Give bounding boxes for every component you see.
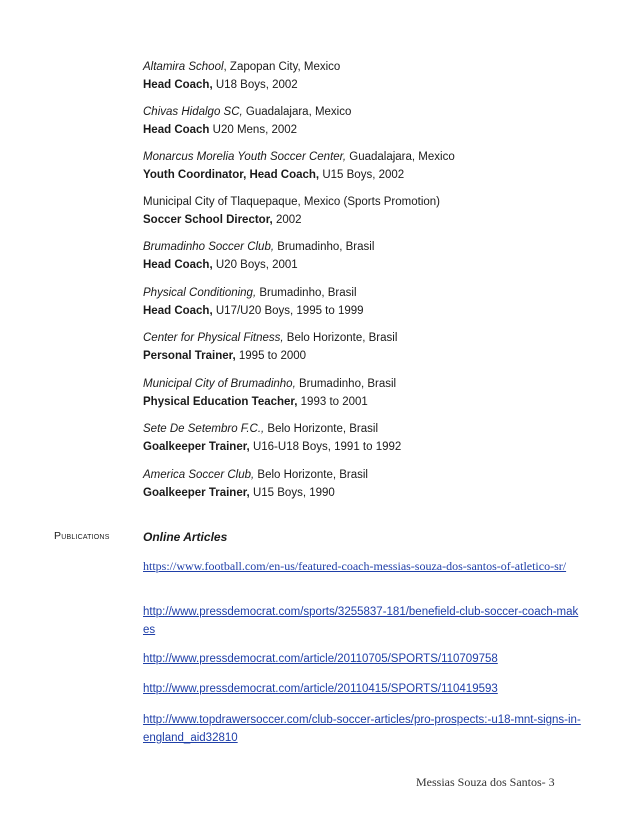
online-articles-title: Online Articles <box>143 530 228 544</box>
organization: Chivas Hidalgo SC, <box>143 106 243 118</box>
role-details: U20 Boys, 2001 <box>212 259 298 271</box>
role: Youth Coordinator, Head Coach, <box>143 169 320 181</box>
role: Goalkeeper Trainer, <box>143 487 250 499</box>
organization: Brumadinho Soccer Club, <box>143 241 275 253</box>
experience-entry <box>143 58 340 94</box>
organization: America Soccer Club, <box>143 469 255 481</box>
article-link[interactable]: http://www.pressdemocrat.com/article/20110415/SPORTS/110419593 <box>143 683 498 695</box>
organization: Altamira School <box>143 61 224 73</box>
role-details: 1993 to 2001 <box>297 396 368 408</box>
role-details: U20 Mens, 2002 <box>209 124 298 136</box>
location: Brumadinho, Brasil <box>256 287 357 299</box>
location: Brumadinho, Brasil <box>274 241 375 253</box>
experience-entry <box>143 284 364 320</box>
location: Municipal City of Tlaquepaque, Mexico (Sports Promotion) <box>143 196 441 208</box>
publications-label: Publications <box>54 530 110 542</box>
organization: Sete De Setembro F.C., <box>143 423 265 435</box>
role: Head Coach, <box>143 305 213 317</box>
role-details: 2002 <box>272 214 302 226</box>
experience-entry <box>143 375 396 411</box>
page-footer: Messias Souza dos Santos- 3 <box>416 775 555 789</box>
location: Belo Horizonte, Brasil <box>283 332 398 344</box>
article-link[interactable]: http://www.pressdemocrat.com/article/20110705/SPORTS/110709758 <box>143 653 498 665</box>
experience-entry <box>143 466 368 502</box>
location: Belo Horizonte, Brasil <box>264 423 379 435</box>
role: Head Coach <box>143 124 210 136</box>
role-details: U17/U20 Boys, 1995 to 1999 <box>212 305 364 317</box>
experience-entry <box>143 329 397 365</box>
experience-entry <box>143 148 455 184</box>
organization: Municipal City of Brumadinho, <box>143 378 296 390</box>
role-details: U18 Boys, 2002 <box>212 79 298 91</box>
role: Head Coach, <box>143 259 213 271</box>
role: Head Coach, <box>143 79 213 91</box>
experience-entry <box>143 420 401 456</box>
organization: Center for Physical Fitness, <box>143 332 284 344</box>
role-details: U16-U18 Boys, 1991 to 1992 <box>249 441 402 453</box>
location: Guadalajara, Mexico <box>346 151 455 163</box>
organization: Physical Conditioning, <box>143 287 257 299</box>
role-details: U15 Boys, 2002 <box>319 169 405 181</box>
experience-entry <box>143 103 351 139</box>
role: Goalkeeper Trainer, <box>143 441 250 453</box>
location: Brumadinho, Brasil <box>295 378 397 390</box>
role: Personal Trainer, <box>143 350 236 362</box>
role: Soccer School Director, <box>143 214 273 226</box>
role-details: 1995 to 2000 <box>235 350 307 362</box>
experience-entry <box>143 238 374 274</box>
location: Guadalajara, Mexico <box>242 106 352 118</box>
role: Physical Education Teacher, <box>143 396 298 408</box>
article-link[interactable]: https://www.football.com/en-us/featured-coach-messias-souza-dos-santos-of-atletico-sr/ <box>143 559 567 573</box>
article-link[interactable]: http://www.topdrawersoccer.com/club-soccer-articles/pro-prospects:-u18-mnt-signs-in-england_aid32810 <box>143 714 581 744</box>
role-details: U15 Boys, 1990 <box>249 487 335 499</box>
article-link[interactable]: http://www.pressdemocrat.com/sports/3255837-181/benefield-club-soccer-coach-makes <box>143 606 579 636</box>
location: Belo Horizonte, Brasil <box>254 469 368 481</box>
location: , Zapopan City, Mexico <box>223 61 341 73</box>
experience-entry <box>143 193 440 229</box>
organization: Monarcus Morelia Youth Soccer Center, <box>143 151 347 163</box>
